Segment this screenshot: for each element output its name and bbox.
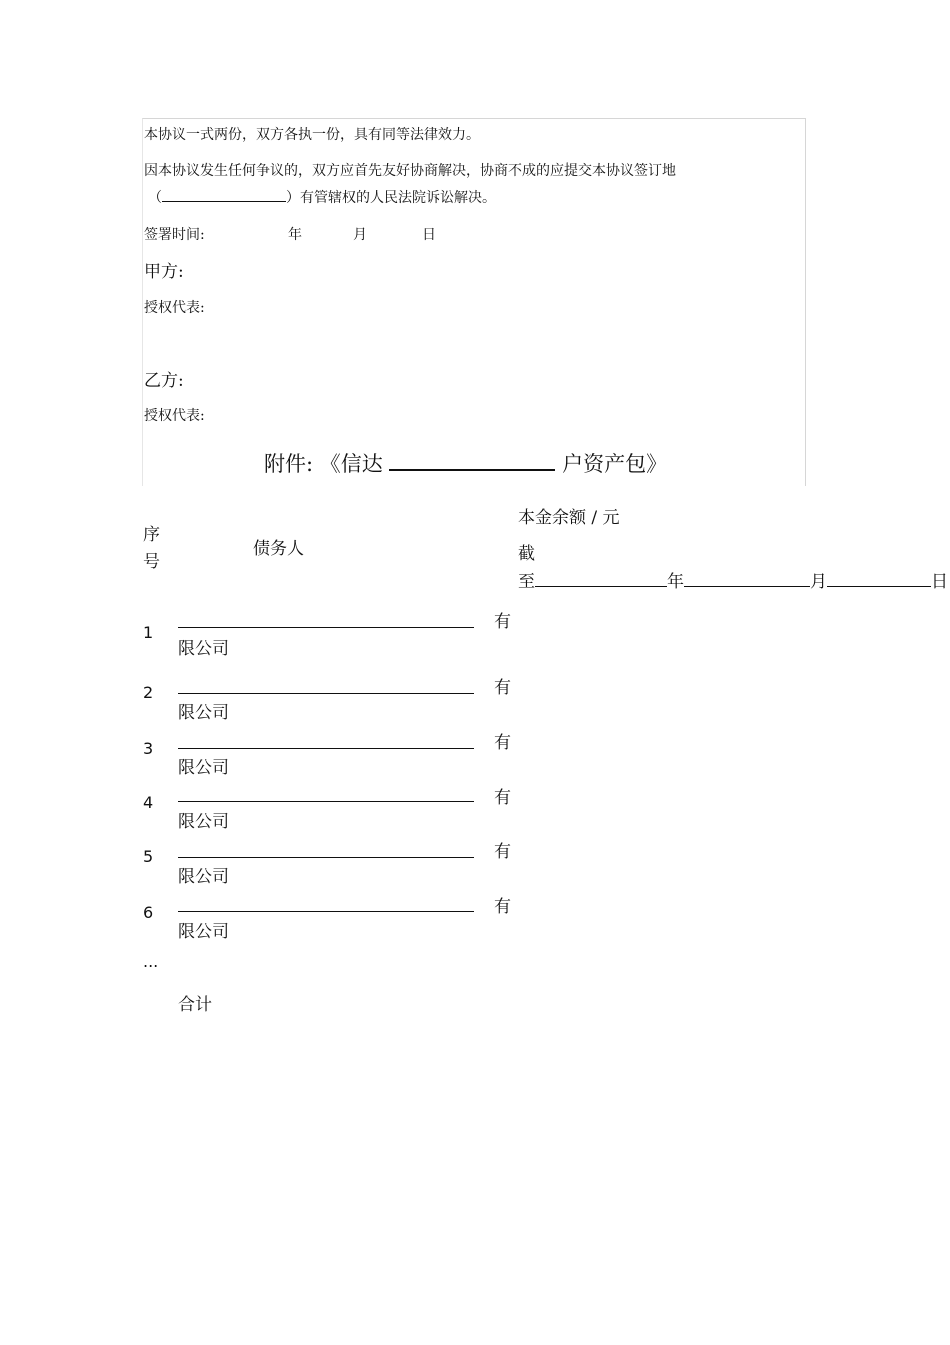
row-4-suffix-1: 有: [494, 788, 511, 808]
row-5-suffix-1: 有: [494, 842, 511, 862]
row-1-suffix-2: 限公司: [178, 639, 229, 659]
row-6-debtor-blank[interactable]: [178, 911, 474, 912]
copies-clause: 本协议一式两份，双方各执一份，具有同等法律效力。: [144, 127, 480, 143]
dispute-paren-open: （: [148, 190, 162, 206]
row-2-seq: 2: [143, 683, 154, 702]
dispute-clause-text: ）有管辖权的人民法院诉讼解决。: [286, 190, 496, 206]
sign-month-label: 月: [353, 227, 367, 243]
sign-day-label: 日: [422, 227, 436, 243]
date-month-blank[interactable]: [684, 572, 810, 587]
row-1-debtor-blank[interactable]: [178, 627, 474, 628]
sign-year-label: 年: [288, 227, 302, 243]
party-b-rep-label: 授权代表:: [144, 408, 205, 424]
date-year-blank[interactable]: [535, 572, 667, 587]
party-a-rep-label: 授权代表:: [144, 300, 205, 316]
dispute-clause-line1: 因本协议发生任何争议的，双方应首先友好协商解决，协商不成的应提交本协议签订地: [144, 163, 676, 179]
row-4-seq: 4: [143, 793, 154, 812]
row-2-debtor-blank[interactable]: [178, 693, 474, 694]
col-seq-char1: 序: [143, 525, 160, 545]
table-ellipsis: ...: [143, 952, 159, 971]
row-5-suffix-2: 限公司: [178, 867, 229, 887]
sign-time-label: 签署时间:: [144, 227, 205, 243]
row-6-suffix-1: 有: [494, 897, 511, 917]
row-2-suffix-2: 限公司: [178, 703, 229, 723]
col-date-char1: 截: [518, 544, 535, 564]
col-date-year: 年: [667, 572, 684, 592]
row-2-suffix-1: 有: [494, 678, 511, 698]
court-location-blank[interactable]: [162, 187, 286, 202]
row-6-suffix-2: 限公司: [178, 922, 229, 942]
row-1-suffix-1: 有: [494, 612, 511, 632]
col-date-line: [518, 567, 948, 592]
row-3-seq: 3: [143, 739, 154, 758]
row-3-debtor-blank[interactable]: [178, 748, 474, 749]
attachment-count-blank[interactable]: [389, 451, 555, 471]
attachment-title: [264, 448, 667, 478]
row-6-seq: 6: [143, 903, 154, 922]
col-date-day: 日: [931, 572, 948, 592]
party-a-label: 甲方:: [144, 262, 184, 282]
row-3-suffix-2: 限公司: [178, 758, 229, 778]
col-date-char2: 至: [518, 572, 535, 592]
col-debtor-header: 债务人: [253, 539, 304, 559]
attachment-prefix: 附件:: [264, 452, 314, 476]
row-5-seq: 5: [143, 847, 154, 866]
col-seq-char2: 号: [143, 552, 160, 572]
party-b-label: 乙方:: [144, 371, 184, 391]
row-4-debtor-blank[interactable]: [178, 801, 474, 802]
col-principal-header: 本金余额 / 元: [518, 508, 620, 528]
attachment-title-open: 《信达: [319, 452, 383, 476]
row-1-seq: 1: [143, 623, 154, 642]
row-3-suffix-1: 有: [494, 733, 511, 753]
table-total-label: 合计: [178, 995, 212, 1015]
row-4-suffix-2: 限公司: [178, 812, 229, 832]
dispute-clause-line2: [148, 187, 496, 207]
col-date-month: 月: [810, 572, 827, 592]
date-day-blank[interactable]: [827, 572, 931, 587]
attachment-title-close: 户资产包》: [562, 452, 668, 476]
row-5-debtor-blank[interactable]: [178, 857, 474, 858]
